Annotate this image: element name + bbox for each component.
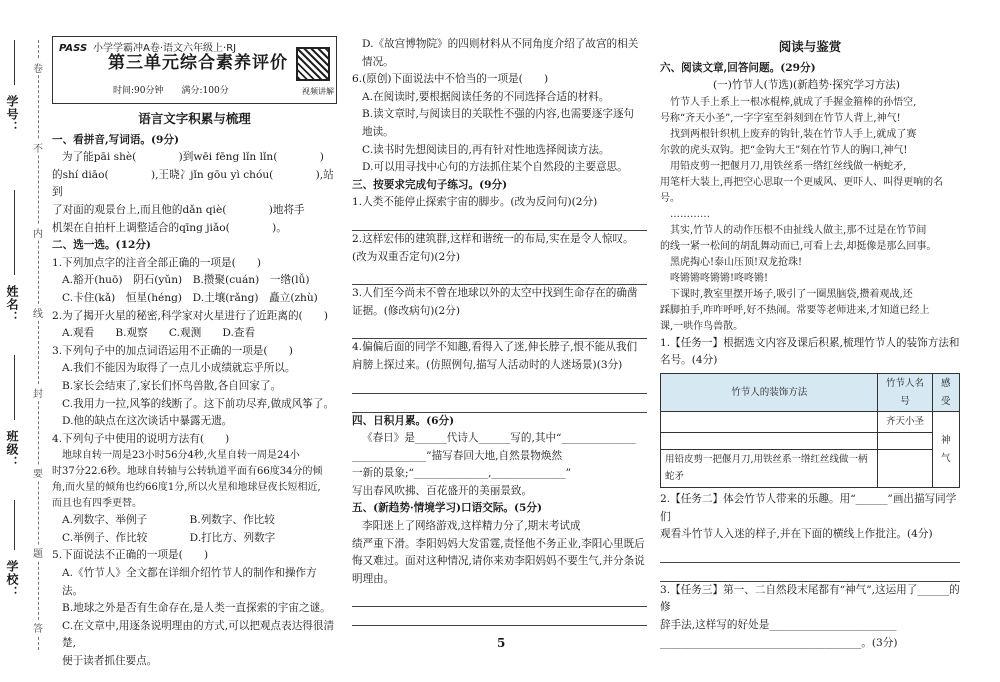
cut-word: 卷: [33, 60, 43, 75]
table-row: [661, 412, 960, 433]
text-line: 地球自转一周是23小时56分4秒,火星自转一周是24小: [62, 450, 300, 462]
student-id-label: 学号：: [5, 95, 19, 134]
section-heading: 二、选一选。(12分): [52, 239, 151, 252]
text-line: 6.(原创)下面说法中不恰当的一项是( ): [352, 73, 549, 86]
text-line: 1.下列加点字的注音全部正确的一项是( ): [52, 256, 262, 269]
text-line: 李阳迷上了网络游戏,这样精力分了,期末考试成: [362, 520, 581, 533]
text-line: 5.下面说法不正确的一项是( ): [52, 549, 209, 562]
table-cell: 用铅皮剪一把偃月刀,用铁丝系一绺红丝线做一柄蛇矛: [661, 449, 878, 487]
section-title: 语言文字积累与梳理: [138, 111, 251, 126]
column-left: [52, 36, 337, 671]
section-heading: 四、日积月累。(6分): [352, 414, 455, 427]
school-field[interactable]: [14, 500, 16, 550]
text-line: A.列数字、举例子 B.列数字、作比较: [62, 514, 275, 527]
text-line: 3.【任务三】第一、二自然段末尾都有“神气”,这运用了______的修: [660, 583, 960, 614]
qr-caption: 视频讲解: [302, 87, 334, 96]
text-line: A.观看 B.观察 C.观测 D.查看: [62, 327, 256, 340]
table-cell: 齐天小圣: [878, 412, 932, 433]
text-line: 为了能pāi shè( )到wēi fēng lǐn lǐn( ): [62, 151, 324, 164]
text-line: 证据。(修改病句)(2分): [352, 304, 461, 317]
text-line: B.读文章时,与阅读目的关联性不强的内容,也需要逐字逐句: [362, 108, 635, 121]
text-line: C.举例子、作比较 D.打比方、列数字: [62, 531, 276, 544]
text-line: D.可以用寻找中心句的方法抓住某个自然段的主要意思。: [362, 161, 628, 174]
section-heading: 一、看拼音,写词语。(9分): [52, 133, 180, 146]
text-line: C.我用力一拉,风筝的线断了。这下前功尽弃,做成风筝了。: [62, 397, 335, 410]
text-line: (一)竹节人(节选)(新趋势·探究学习方法): [660, 79, 901, 92]
text-line: 4.下列句子中使用的说明方法有( ): [52, 432, 230, 445]
text-line: 2.为了揭开火星的秘密,科学家对火星进行了近距离的( ): [52, 309, 328, 322]
school-label: 学校：: [5, 560, 19, 599]
text-line: 2.这样宏伟的建筑群,这样和谐统一的布局,实在是令人惊叹。: [352, 232, 634, 245]
text-line: …………: [670, 208, 710, 220]
answer-line[interactable]: [660, 563, 960, 582]
table-answer-cell[interactable]: [878, 432, 932, 449]
question-list: [352, 36, 647, 626]
text-line: 便于读者抓住要点。: [62, 655, 158, 668]
text-line: 肩膀上探过来。(仿照例句,描写人活动时的人迷场景)(3分): [352, 358, 623, 371]
text-line: C.在文章中,用逐条说明理由的方式,可以把观点表达得很清楚,: [62, 619, 335, 650]
column-right: [660, 36, 960, 652]
text-line: 其实,竹节人的动作压根不由扯线人做主,那不过是在竹节间: [670, 224, 927, 236]
text-line: 下课时,教室里摆开场子,吸引了一圈黑脑袋,攒着观战,还: [670, 288, 913, 300]
text-line: 课,一哄作鸟兽散。: [660, 320, 744, 332]
text-line: 尔敦的虎头双钩。把“金钩大王”刻在竹节人的胸口,神气!: [660, 144, 908, 156]
text-line: A.《竹节人》全文都在详细介绍竹节人的制作和操作方法。: [62, 567, 317, 597]
class-field[interactable]: [14, 355, 16, 420]
brand-logo: PASS: [59, 43, 88, 54]
text-line: A.我们不能因为取得了一点儿小成绩就忘乎所以。: [62, 362, 296, 375]
text-line: D.《故宫博物院》的四则材料从不同角度介绍了故宫的相关情况。: [362, 38, 639, 68]
text-line: 用铅皮剪一把偃月刀,用铁丝系一绺红丝线做一柄蛇矛,: [670, 160, 907, 172]
text-line: 明理由。: [352, 572, 395, 585]
text-line: 辞手法,这样写的好处是________________________: [660, 618, 897, 631]
text-line: 号称“齐天小圣”,一字字室至斜刻到在竹节人背上,神气!: [660, 112, 901, 124]
qr-code-icon[interactable]: [296, 47, 330, 81]
cut-word: 要: [33, 465, 43, 480]
class-label: 班级：: [5, 430, 19, 469]
name-label: 姓名：: [5, 285, 19, 324]
text-line: C.读书时先想阅读目的,再有针对性地选择阅读方法。: [362, 143, 610, 156]
text-line: 3.下列句子中的加点词语运用不正确的一项是( ): [52, 344, 293, 357]
answer-line[interactable]: [352, 266, 647, 285]
text-line: 了对面的观景台上,而且他的dǎn qiè( )地将手: [52, 203, 305, 216]
table-answer-cell[interactable]: [878, 449, 932, 487]
table-cell: 神气: [932, 412, 959, 488]
table-answer-cell[interactable]: [661, 432, 878, 449]
cut-word: 内: [33, 225, 43, 240]
table-row: [661, 449, 960, 487]
cut-word: 答: [33, 620, 43, 635]
text-line: 《春日》是______代诗人______写的,其中“______________: [362, 432, 636, 445]
text-line: 时37分22.6秒。地球自转轴与公转轨道平面有66度34分的倾: [52, 466, 323, 478]
exam-meta: 时间:90分钟 满分:100分: [113, 86, 229, 96]
answer-line[interactable]: [352, 394, 647, 413]
text-line: 写出春风吹拂、百花盛开的美丽景致。: [352, 484, 533, 497]
student-id-field[interactable]: [14, 40, 16, 85]
text-line: 用笔杆大装上,再把空心思取一个更威风、更吓人、叫得更响的名号。: [660, 176, 944, 204]
cut-word: 封: [33, 385, 43, 400]
reading-passage: [660, 60, 960, 370]
answer-line[interactable]: [352, 607, 647, 626]
text-line: 的线一紧一松间的胡乱舞动而已,可看上去,却挺像是那么回事。: [660, 240, 937, 252]
section-heading: 三、按要求完成句子练习。(9分): [352, 178, 508, 191]
question-list: [660, 491, 960, 652]
table-answer-cell[interactable]: [661, 412, 878, 433]
text-line: 观看斗竹节人入迷的样子,并在下面的横线上作批注。(4分): [660, 528, 933, 541]
section-heading: 六、阅读文章,回答问题。(29分): [660, 61, 816, 74]
cut-word: 线: [33, 305, 43, 320]
answer-line[interactable]: [352, 320, 647, 339]
text-line: 踩脚拍手,咋咋呼呼,好不热闹。常要等老师进来,才知道已经上: [660, 304, 930, 316]
text-line: ______________________________________。(3分): [660, 636, 898, 649]
text-line: 黑虎掏心!泰山压顶!双龙抢珠!: [670, 256, 803, 268]
text-line: 绩严重下滑。李阳妈妈大发雷霆,责怪他不务正业,李阳心里既后: [352, 537, 645, 550]
answer-line[interactable]: [352, 588, 647, 607]
section-heading: 五、(新趋势·情境学习)口语交际。(5分): [352, 502, 543, 515]
text-line: 找到两根针织机上废弃的钩针,装在竹节人手上,就成了赛: [670, 128, 917, 140]
text-line: 咚锵锵咚锵锵!咚咚锵!: [670, 272, 769, 284]
text-line: 3.人们至今尚未不曾在地球以外的太空中找到生命存在的确凿: [352, 287, 638, 300]
text-line: ______________”描写春回大地,自然景物焕然: [352, 449, 563, 462]
name-field[interactable]: [14, 190, 16, 275]
text-line: 而且也有四季更替。: [52, 498, 142, 510]
cut-word: 题: [33, 545, 43, 560]
text-line: 角,而火星的倾角也约66度1分,所以火星和地球昼夜长短相近,: [52, 482, 321, 494]
exam-header: [52, 36, 337, 104]
table-row: [661, 432, 960, 449]
section-title: 阅读与鉴赏: [778, 39, 842, 54]
text-line: B.家长会结束了,家长们怀鸟兽散,各自回家了。: [62, 379, 282, 392]
text-line: 名号。(4分): [660, 354, 718, 367]
page-number: 5: [497, 636, 506, 650]
exam-title: 第三单元综合素养评价: [108, 53, 288, 73]
binding-margin: [0, 0, 50, 682]
text-line: 4.偏偏后面的同学不知趣,看得入了迷,伸长脖子,恨不能从我们: [352, 341, 638, 354]
column-middle: [352, 36, 647, 626]
answer-line[interactable]: [352, 375, 647, 394]
text-line: (改为双重否定句)(2分): [352, 250, 461, 263]
text-line: 1.【任务一】根据选文内容及课后积累,梳理竹节人的装饰方法和: [660, 336, 960, 349]
text-line: C.卡住(kǎ) 恒星(héng) D.土壤(rǎng) 矗立(zhù): [62, 291, 318, 304]
decoration-table: [660, 373, 960, 488]
table-header-cell: 竹节人的装饰方法: [661, 373, 878, 411]
text-line: 地读。: [362, 125, 394, 138]
question-list: [52, 132, 337, 671]
text-line: 的shí diāo( ),王晓冫jǐn gōu yì chóu( ),站到: [52, 168, 334, 199]
text-line: 一新的景象;“______________,______________”: [352, 467, 572, 480]
text-line: 悔又难过。面对这种情况,请你来劝李阳妈妈不要生气,并分条说: [352, 555, 645, 568]
text-line: A.在阅读时,要根据阅读任务的不同选择合适的材料。: [362, 90, 610, 103]
table-header-cell: 感受: [932, 373, 959, 411]
series-name: 小学学霸冲A卷·语文六年级上·RJ: [93, 43, 237, 54]
text-line: 竹节人手上系上一根冰棍棒,就成了手握金箍棒的孙悟空,: [670, 96, 917, 108]
answer-line[interactable]: [660, 544, 960, 563]
text-line: 1.人类不能停止探索宇宙的脚步。(改为反问句)(2分): [352, 196, 598, 209]
text-line: A.豁开(huō) 阴石(yǔn) B.攒聚(cuán) 一绺(lǚ): [62, 274, 310, 287]
cut-word: 不: [33, 140, 43, 155]
text-line: 机架在自拍杆上调整适合的qīng jiǎo( )。: [52, 221, 287, 234]
text-line: B.地球之外是否有生命存在,是人类一直探索的宇宙之谜。: [62, 602, 331, 615]
text-line: 2.【任务二】体会竹节人带来的乐趣。用“______”画出描写同学们: [660, 492, 957, 523]
answer-line[interactable]: [352, 212, 647, 231]
text-line: D.他的缺点在这次谈话中暴露无遗。: [62, 415, 233, 428]
table-header-cell: 竹节人名号: [878, 373, 932, 411]
